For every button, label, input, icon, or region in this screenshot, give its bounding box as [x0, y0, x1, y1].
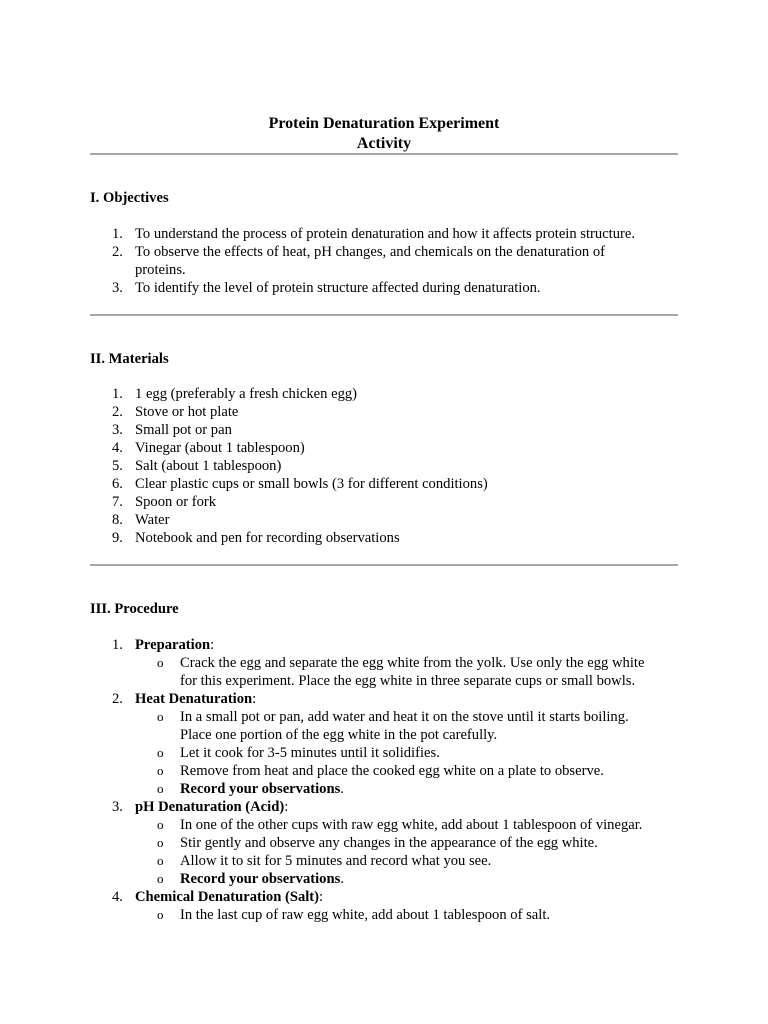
item-number: 2. — [112, 404, 123, 420]
procedure-step: 3. pH Denaturation (Acid): o In one of the other cups with raw egg white, add about 1 tablespoon of vinegar. o Stir gently and observe any changes in the appearance of the egg white. o Allow it to sit for 5 minutes and record what you see. o Record your observations. — [90, 798, 680, 888]
materials-divider — [90, 564, 678, 566]
title-line-2: Activity — [356, 135, 412, 152]
item-number: 3. — [112, 280, 123, 296]
item-number: 4. — [112, 440, 123, 456]
substep-list — [135, 906, 680, 924]
item-number: 9. — [112, 530, 123, 546]
list-item — [90, 529, 680, 547]
list-item — [90, 457, 680, 475]
title-divider — [90, 153, 678, 155]
materials-heading: II. Materials — [90, 351, 169, 367]
substep-item: o Record your observations. — [157, 871, 344, 887]
objectives-list — [90, 225, 680, 297]
item-text: Vinegar (about 1 tablespoon) — [135, 440, 305, 456]
item-text: Water — [135, 512, 170, 528]
procedure-step: 2. Heat Denaturation: o In a small pot or pan, add water and heat it on the stove until it starts boiling. Place one portion of the egg white in the pot carefully. o Let it cook for 3-5 minutes until it solidifies. o Remove from heat and place the cooked egg white on a plate to observe. o Record your observations. — [90, 690, 680, 798]
item-number: 3. — [112, 422, 123, 438]
bullet-marker: o — [157, 745, 164, 760]
list-item — [90, 493, 680, 511]
list-item — [90, 511, 680, 529]
item-number: 7. — [112, 494, 123, 510]
substep-item: o In a small pot or pan, add water and heat it on the stove until it starts boiling. Place one portion of the egg white in the pot carefully. — [157, 709, 629, 743]
bullet-marker: o — [157, 817, 164, 832]
item-text: Small pot or pan — [135, 422, 232, 438]
item-text: 1 egg (preferably a fresh chicken egg) — [135, 386, 358, 402]
substep-item: o In the last cup of raw egg white, add about 1 tablespoon of salt. — [157, 907, 551, 923]
step-title: Chemical Denaturation (Salt) — [135, 889, 320, 905]
bullet-marker: o — [157, 835, 164, 850]
item-number: 5. — [112, 458, 123, 474]
bullet-marker: o — [157, 709, 164, 724]
step-number: 2. — [112, 691, 123, 707]
item-text: Stove or hot plate — [135, 404, 239, 420]
substep-item: o Record your observations. — [157, 781, 344, 797]
item-number: 1. — [112, 226, 123, 242]
substep-item: o Allow it to sit for 5 minutes and record what you see. — [157, 853, 492, 869]
item-number: 1. — [112, 386, 123, 402]
item-text: Notebook and pen for recording observations — [135, 530, 400, 546]
step-number: 3. — [112, 799, 123, 815]
item-number: 2. — [112, 244, 123, 260]
list-item — [90, 279, 680, 297]
substep-item: o In one of the other cups with raw egg white, add about 1 tablespoon of vinegar. — [157, 817, 643, 833]
document-title — [90, 114, 678, 154]
procedure-step: 4. Chemical Denaturation (Salt): o In the last cup of raw egg white, add about 1 tablespoon of salt. — [90, 888, 680, 924]
step-title: Heat Denaturation — [135, 691, 253, 707]
list-item — [90, 385, 680, 403]
substep-list — [135, 816, 680, 888]
objectives-divider — [90, 314, 678, 316]
item-text: Clear plastic cups or small bowls (3 for different conditions) — [135, 476, 488, 492]
list-item — [90, 421, 680, 439]
substep-item: o Crack the egg and separate the egg white from the yolk. Use only the egg white for this experiment. Place the egg white in three separate cups or small bowls. — [157, 655, 645, 689]
bullet-marker: o — [157, 763, 164, 778]
bullet-marker: o — [157, 907, 164, 922]
item-text: Salt (about 1 tablespoon) — [135, 458, 282, 474]
objectives-heading: I. Objectives — [90, 190, 169, 206]
item-number: 6. — [112, 476, 123, 492]
step-number: 1. — [112, 637, 123, 653]
bullet-marker: o — [157, 853, 164, 868]
title-line-1: Protein Denaturation Experiment — [268, 115, 500, 132]
procedure-heading: III. Procedure — [90, 601, 179, 617]
procedure-step: 1. Preparation: o Crack the egg and separate the egg white from the yolk. Use only the egg white for this experiment. Place the egg white in three separate cups or small bowls. — [90, 636, 680, 690]
substep-item: o Stir gently and observe any changes in the appearance of the egg white. — [157, 835, 598, 851]
substep-item: o Let it cook for 3-5 minutes until it solidifies. — [157, 745, 440, 761]
list-item — [90, 225, 680, 243]
materials-list — [90, 385, 680, 547]
substep-item: o Remove from heat and place the cooked egg white on a plate to observe. — [157, 763, 604, 779]
item-number: 8. — [112, 512, 123, 528]
bullet-marker: o — [157, 871, 164, 886]
list-item — [90, 475, 680, 493]
step-number: 4. — [112, 889, 123, 905]
item-text: To observe the effects of heat, pH changes, and chemicals on the denaturation of — [135, 244, 605, 260]
substep-list — [135, 708, 680, 798]
step-title: Preparation — [135, 637, 211, 653]
list-item — [90, 403, 680, 421]
substep-list — [135, 654, 680, 690]
bullet-marker: o — [157, 655, 164, 670]
step-title: pH Denaturation (Acid) — [135, 799, 285, 815]
list-item — [90, 439, 680, 457]
item-text: Spoon or fork — [135, 494, 217, 510]
item-text: proteins. — [135, 262, 186, 278]
procedure-list — [90, 636, 680, 924]
item-text: To understand the process of protein denaturation and how it affects protein structure. — [135, 226, 636, 242]
bullet-marker: o — [157, 781, 164, 796]
list-item — [90, 243, 680, 279]
item-text: To identify the level of protein structure affected during denaturation. — [135, 280, 541, 296]
